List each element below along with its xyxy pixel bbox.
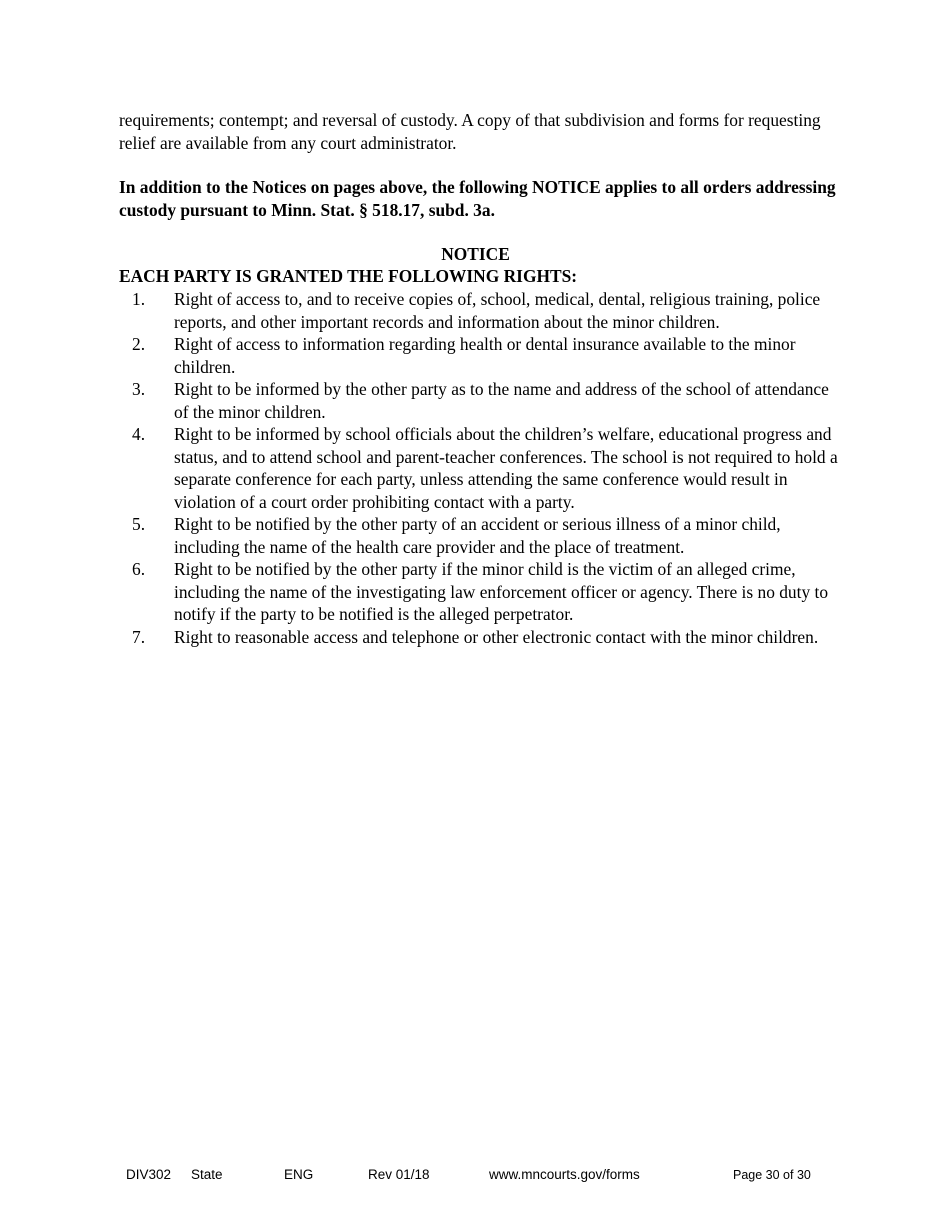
rights-list-item: [119, 558, 839, 626]
item-number: 2.: [132, 334, 146, 354]
footer-page-number: Page 30 of 30: [733, 1168, 811, 1182]
item-number: 4.: [132, 424, 146, 444]
item-number: 5.: [132, 514, 146, 534]
rights-list-item: [119, 333, 839, 378]
item-text: Right to reasonable access and telephone or other electronic contact with the minor children.: [174, 626, 819, 647]
item-number: 6.: [132, 559, 146, 579]
rights-heading: EACH PARTY IS GRANTED THE FOLLOWING RIGHTS:: [119, 266, 578, 286]
intro-paragraph: requirements; contempt; and reversal of custody. A copy of that subdivision and forms for requesting relief are available from any court administrator.: [119, 110, 821, 153]
item-text: Right to be notified by the other party of an accident or serious illness of a minor child, including the name of the health care provider and the place of treatment.: [174, 514, 781, 557]
footer-jurisdiction: State: [191, 1167, 223, 1182]
footer-url: www.mncourts.gov/forms: [489, 1167, 640, 1182]
rights-list-item: [119, 378, 839, 423]
item-text: Right to be informed by the other party as to the name and address of the school of attendance of the minor children.: [174, 379, 829, 422]
notice-heading: NOTICE: [441, 244, 510, 264]
rights-list-item: [119, 626, 839, 649]
item-number: 7.: [132, 626, 146, 647]
footer-language: ENG: [284, 1167, 314, 1182]
footer-form-code: DIV302: [126, 1167, 172, 1182]
item-text: Right to be notified by the other party if the minor child is the victim of an alleged crime, including the name of the investigating law enforcement officer or agency. There is no duty to notify if the party to be notified is the alleged perpetrator.: [174, 559, 829, 624]
item-text: Right of access to, and to receive copies of, school, medical, dental, religious training, police reports, and other important records and information about the minor children.: [174, 289, 821, 332]
custody-notice-statement: In addition to the Notices on pages above, the following NOTICE applies to all orders addressing custody pursuant to Minn. Stat. § 518.17, subd. 3a.: [119, 177, 836, 220]
rights-list: [119, 288, 839, 648]
rights-list-item: [119, 288, 839, 333]
item-number: 1.: [132, 289, 146, 309]
item-text: Right of access to information regarding health or dental insurance available to the minor children.: [174, 334, 796, 377]
footer-revision: Rev 01/18: [368, 1167, 430, 1182]
rights-list-item: [119, 423, 839, 513]
item-number: 3.: [132, 379, 146, 399]
item-text: Right to be informed by school officials about the children’s welfare, educational progress and status, and to attend school and parent-teacher conferences. The school is not required to hold a separate conference for each party, unless attending the same conference would result in violation of a court order prohibiting contact with a party.: [174, 424, 838, 512]
rights-list-item: [119, 513, 839, 558]
